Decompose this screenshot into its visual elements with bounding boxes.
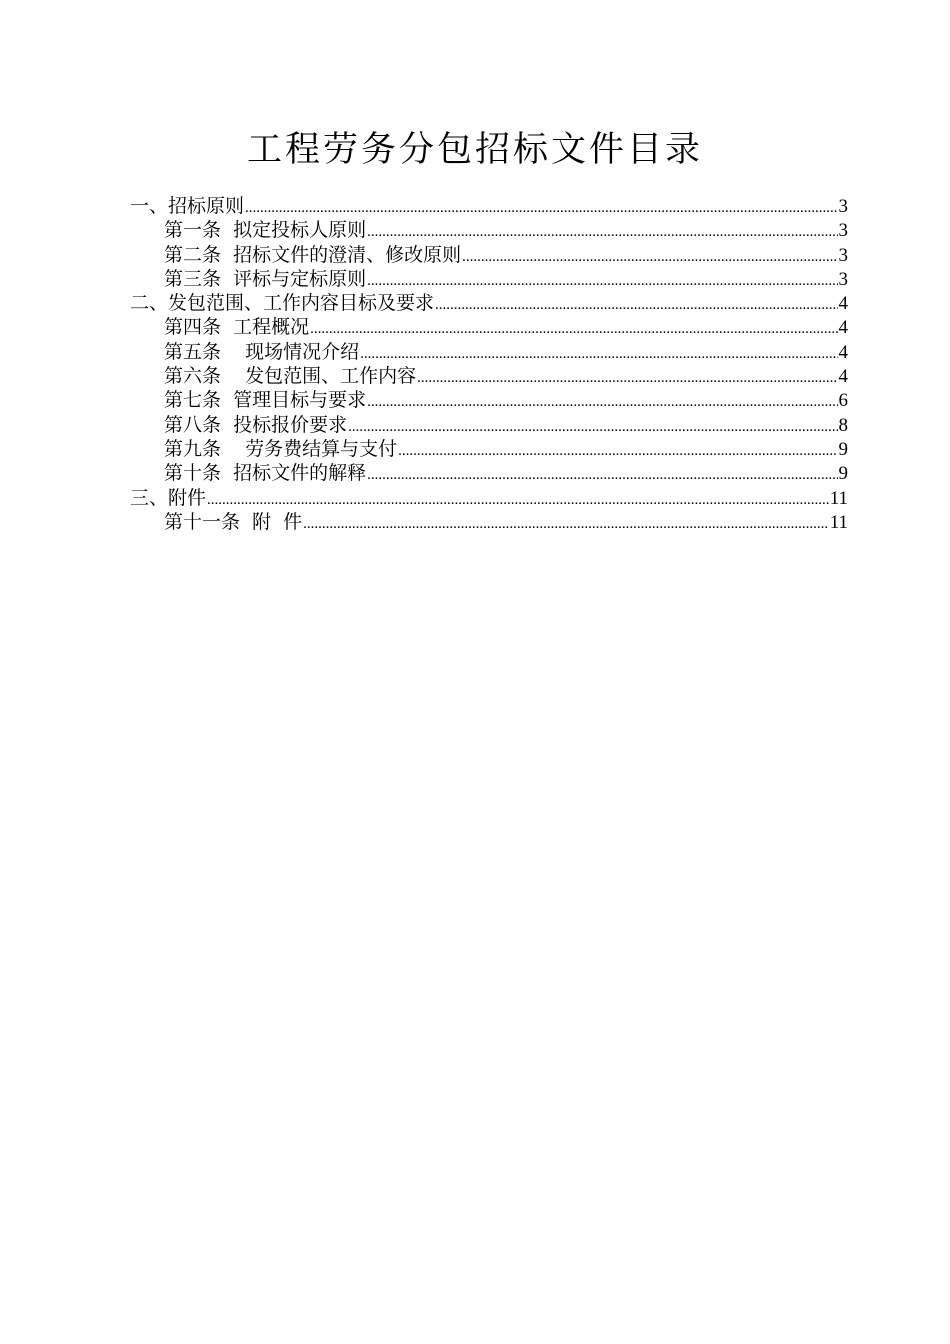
document-title: 工程劳务分包招标文件目录: [246, 130, 703, 170]
toc-dot-leader: [462, 245, 837, 269]
toc-dot-leader: [245, 196, 837, 220]
toc-entry-title: 三、附件: [130, 486, 207, 509]
toc-dot-leader: [367, 269, 837, 293]
toc-dot-leader: [417, 366, 837, 390]
toc-page-number: 11: [829, 511, 848, 533]
toc-entry-title: 第八条 投标报价要求: [164, 413, 348, 436]
toc-dot-leader: [398, 439, 837, 463]
table-of-contents: [130, 194, 848, 534]
toc-page-number: 4: [838, 317, 848, 339]
toc-entry-section-3[interactable]: [130, 486, 848, 510]
toc-entry-section-2[interactable]: [130, 291, 848, 315]
toc-entry-title: 一、招标原则: [130, 195, 245, 217]
toc-entry-article-1[interactable]: [130, 218, 848, 242]
toc-entry-title: 第二条 招标文件的澄清、修改原则: [164, 243, 462, 266]
toc-entry-article-5[interactable]: [130, 340, 848, 364]
toc-entry-title: 第四条 工程概况: [164, 316, 310, 339]
toc-page-number: 6: [838, 390, 848, 412]
toc-page-number: 11: [829, 487, 848, 509]
toc-page-number: 9: [838, 463, 848, 485]
toc-page-number: 8: [838, 414, 848, 436]
toc-entry-title: 第六条 发包范围、工作内容: [164, 365, 417, 388]
toc-entry-article-6[interactable]: [130, 364, 848, 388]
toc-page-number: 4: [838, 366, 848, 388]
toc-page-number: 3: [838, 244, 848, 266]
toc-entry-title: 第五条 现场情况介绍: [164, 340, 360, 363]
toc-page-number: 3: [838, 220, 848, 242]
toc-page-number: 3: [838, 268, 848, 290]
toc-entry-title: 二、发包范围、工作内容目标及要求: [130, 292, 435, 315]
toc-dot-leader: [310, 317, 837, 341]
toc-page-number: 3: [838, 196, 848, 217]
toc-dot-leader: [348, 415, 837, 439]
toc-entry-title: 第十一条 附 件: [164, 510, 303, 533]
toc-entry-article-9[interactable]: [130, 437, 848, 461]
toc-dot-leader: [367, 220, 837, 244]
toc-dot-leader: [360, 342, 837, 366]
toc-entry-article-11[interactable]: [130, 510, 848, 534]
toc-entry-section-1[interactable]: [130, 194, 848, 218]
toc-dot-leader: [367, 463, 837, 487]
toc-entry-article-4[interactable]: [130, 315, 848, 339]
toc-entry-article-7[interactable]: [130, 388, 848, 412]
toc-dot-leader: [367, 390, 837, 414]
toc-entry-article-3[interactable]: [130, 267, 848, 291]
toc-entry-title: 第三条 评标与定标原则: [164, 267, 367, 290]
toc-entry-title: 第九条 劳务费结算与支付: [164, 437, 398, 460]
toc-page-number: 4: [838, 293, 848, 315]
toc-entry-title: 第一条 拟定投标人原则: [164, 219, 367, 242]
toc-page-number: 4: [838, 341, 848, 363]
toc-dot-leader: [207, 488, 829, 512]
toc-entry-title: 第七条 管理目标与要求: [164, 389, 367, 412]
toc-entry-article-2[interactable]: [130, 243, 848, 267]
toc-entry-article-10[interactable]: [130, 461, 848, 485]
toc-page-number: 9: [838, 438, 848, 460]
toc-dot-leader: [435, 293, 837, 317]
toc-entry-article-8[interactable]: [130, 413, 848, 437]
toc-dot-leader: [303, 512, 829, 536]
toc-entry-title: 第十条 招标文件的解释: [164, 462, 367, 485]
